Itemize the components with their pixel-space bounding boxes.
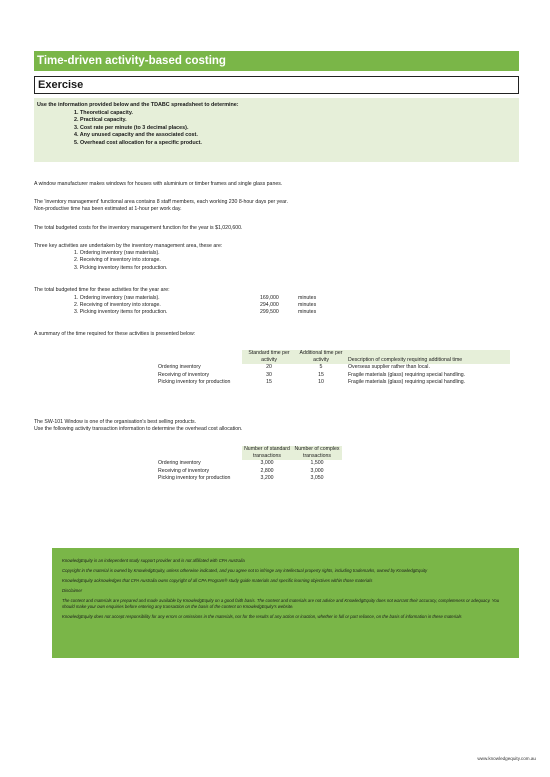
time-label: 3. Picking inventory items for production. <box>74 309 168 315</box>
cell: Overseas supplier rather than local. <box>348 364 430 371</box>
footer-acknowledgement: KnowledgEquity acknowledges that CPA Australia owns copyright of all CPA Program® study guide materials and specific learning objectives within those materials <box>62 578 373 583</box>
row-label: Receiving of inventory <box>158 467 210 474</box>
table-row <box>156 372 510 379</box>
paragraph-sw101 <box>34 419 519 433</box>
footer-disclaimer-box <box>52 548 519 658</box>
summary-header-blank <box>156 350 242 364</box>
time-label: 1. Ordering inventory (raw materials). <box>74 295 160 301</box>
instruction-item: 4. Any unused capacity and the associated cost. <box>74 132 198 139</box>
cell: 3,000 <box>260 460 274 467</box>
cell: 15 <box>318 371 324 378</box>
time-value: 299,500 <box>260 309 279 315</box>
table-row <box>156 364 510 371</box>
transactions-header: Number of standard transactions <box>242 446 292 460</box>
cell: Fragile materials (glass) requiring special handling. <box>348 371 466 378</box>
row-label: Picking inventory for production <box>158 378 231 385</box>
time-unit: minutes <box>298 295 317 301</box>
activity-item: 1. Ordering inventory (raw materials). <box>74 250 160 257</box>
paragraph-budget: The total budgeted costs for the inventory management function for the year is $1,020,600. <box>34 225 243 231</box>
cell: 3,050 <box>310 474 324 481</box>
table-row <box>156 475 342 482</box>
cell: 2,800 <box>260 467 274 474</box>
footer-responsibility: KnowledgEquity does not accept responsibility for any errors or omissions in the materials, nor for the results of any action or inaction, whether in full or part reliance, on the basis of information in these materials <box>62 614 462 619</box>
paragraph-summary: A summary of the time required for these activities is presented below: <box>34 331 196 337</box>
transaction-intro: Use the following activity transaction information to determine the overhead cost allocation. <box>34 426 243 433</box>
cell: 5 <box>319 364 323 371</box>
cell: 15 <box>266 378 272 385</box>
time-value: 294,000 <box>260 302 279 308</box>
cell: 10 <box>318 378 324 385</box>
summary-header: Standard time per activity <box>242 350 296 364</box>
table-row <box>156 379 510 386</box>
summary-header: Description of complexity requiring additional time <box>346 350 510 364</box>
cell: 20 <box>266 364 272 371</box>
row-label: Ordering inventory <box>158 460 201 467</box>
cell: Fragile materials (glass) requiring special handling. <box>348 378 466 385</box>
time-unit: minutes <box>298 309 317 315</box>
footer-copyright: Copyright in the material is owned by KnowledgEquity, unless otherwise indicated, and you agree not to infringe any intellectual property rights, including trademarks, owned by KnowledgEquity <box>62 568 428 573</box>
page-title: Time-driven activity-based costing <box>34 51 519 71</box>
transactions-header-blank <box>156 446 242 460</box>
time-label: 2. Receiving of inventory into storage. <box>74 302 161 308</box>
instructions-intro: Use the information provided below and the TDABC spreadsheet to determine: <box>37 102 239 108</box>
footer-disclaimer-heading: Disclaimer <box>62 588 83 593</box>
transactions-header: Number of complex transactions <box>292 446 342 460</box>
row-label: Receiving of inventory <box>158 371 210 378</box>
instruction-item: 2. Practical capacity. <box>74 117 127 124</box>
activity-item: 3. Picking inventory items for production. <box>74 264 168 271</box>
cell: 30 <box>266 371 272 378</box>
footer-disclaimer-text: The content and materials are prepared and made available by KnowledgEquity on a good faith basis. The content and materials are not advice and KnowledgEquity does not warrant their accuracy, completeness or adequacy. You should make your own enquiries before entering any transaction on the basis of the content on KnowledgEquity's website. <box>62 598 500 609</box>
time-value: 169,000 <box>260 295 279 301</box>
table-row <box>156 460 342 467</box>
summary-table <box>156 350 510 386</box>
exercise-heading: Exercise <box>34 76 519 94</box>
sw101-text: The SW-101 Window is one of the organisation's best selling products. <box>34 419 197 425</box>
paragraph-activities <box>34 243 519 272</box>
cell: 1,500 <box>310 460 324 467</box>
instruction-item: 5. Overhead cost allocation for a specific product. <box>74 139 202 146</box>
footer-affiliation: KnowledgEquity is an independent study support provider and is not affiliated with CPA Australia <box>62 558 245 563</box>
instructions-box <box>34 98 519 162</box>
summary-header: Additional time per activity <box>296 350 346 364</box>
transactions-table <box>156 446 342 482</box>
cell: 3,200 <box>260 474 274 481</box>
website-url: www.knowledgequity.com.au <box>477 756 536 761</box>
activities-intro: Three key activities are undertaken by the inventory management area, these are: <box>34 243 223 249</box>
table-row <box>156 468 342 475</box>
instruction-item: 3. Cost rate per minute (to 3 decimal places). <box>74 124 189 131</box>
staff-text: The 'inventory management' functional area contains 8 staff members, each working 230 8-hour days per year. <box>34 199 288 205</box>
paragraph-staff <box>34 199 519 213</box>
paragraph-times: The total budgeted time for these activities for the year are: <box>34 287 170 293</box>
row-label: Picking inventory for production <box>158 474 231 481</box>
row-label: Ordering inventory <box>158 364 201 371</box>
nonproductive-text: Non-productive time has been estimated at 1-hour per work day. <box>34 206 182 213</box>
cell: 3,000 <box>310 467 324 474</box>
activity-item: 2. Receiving of inventory into storage. <box>74 257 161 264</box>
time-unit: minutes <box>298 302 317 308</box>
paragraph-intro: A window manufacturer makes windows for houses with aluminium or timber frames and single glass panes. <box>34 181 283 187</box>
instruction-item: 1. Theoretical capacity. <box>74 109 133 116</box>
